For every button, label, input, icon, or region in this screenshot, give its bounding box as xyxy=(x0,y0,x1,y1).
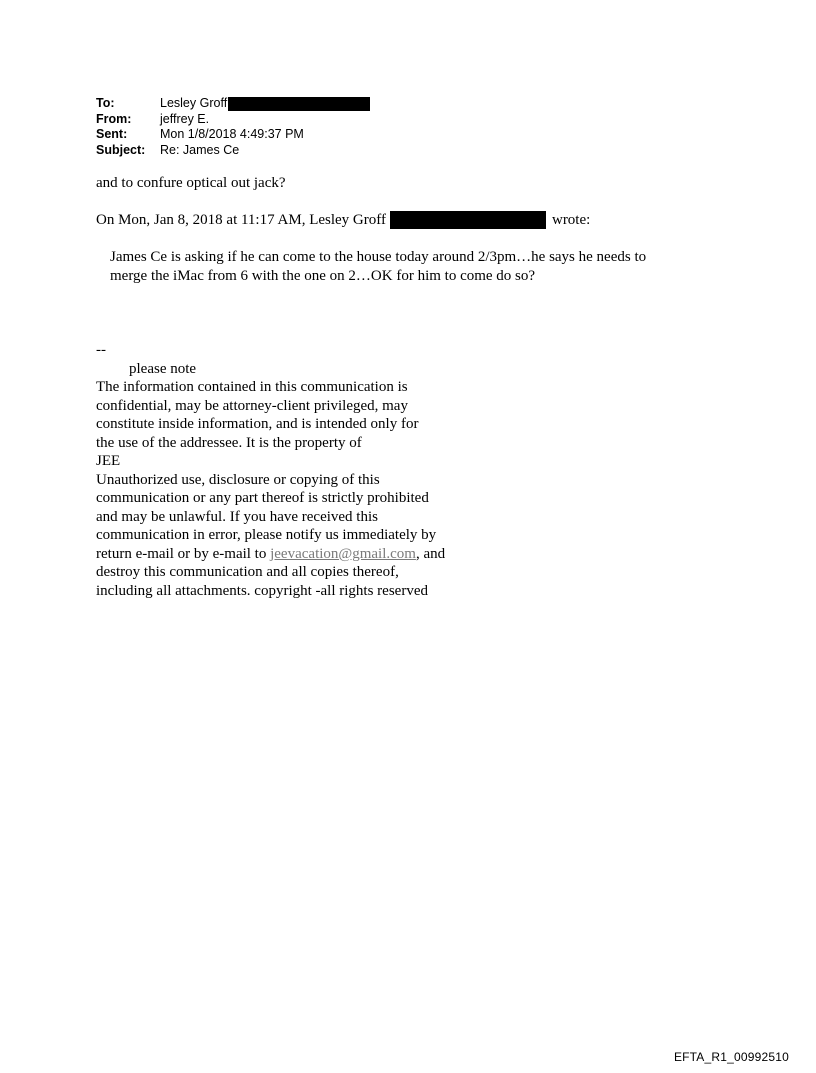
sent-label: Sent: xyxy=(96,127,128,141)
signature-disclaimer xyxy=(96,341,516,600)
to-label: To: xyxy=(96,96,115,110)
email-header xyxy=(96,96,370,158)
disclaimer-line: constitute inside information, and is intended only for xyxy=(96,416,419,432)
signature-separator: -- xyxy=(96,342,106,358)
document-id: EFTA_R1_00992510 xyxy=(673,1050,789,1064)
quote-intro-text: On Mon, Jan 8, 2018 at 11:17 AM, Lesley Groff xyxy=(96,212,386,228)
redaction-block xyxy=(390,211,546,229)
email-suffix: , and xyxy=(415,545,446,562)
disclaimer-line: including all attachments. copyright -all rights reserved xyxy=(96,582,428,599)
subject-value: Re: James Ce xyxy=(160,142,240,157)
from-label: From: xyxy=(96,111,132,126)
quoted-line: merge the iMac from 6 with the one on 2…OK for him to come do so? xyxy=(110,267,536,284)
sent-row xyxy=(96,127,370,143)
quote-intro-wrote: wrote: xyxy=(551,212,591,228)
to-value xyxy=(160,96,370,112)
reply-text: and to confure optical out jack? xyxy=(96,175,286,191)
disclaimer-line: the use of the addressee. It is the property of xyxy=(96,434,362,451)
disclaimer-line: and may be unlawful. If you have received this xyxy=(96,508,378,525)
subject-row xyxy=(96,143,370,159)
sent-value: Mon 1/8/2018 4:49:37 PM xyxy=(160,127,304,141)
to-row xyxy=(96,96,370,112)
from-value: jeffrey E. xyxy=(160,111,210,126)
from-row xyxy=(96,112,370,128)
disclaimer-line: destroy this communication and all copies thereof, xyxy=(96,564,399,580)
quoted-line: James Ce is asking if he can come to the house today around 2/3pm…he says he needs to xyxy=(110,249,647,265)
disclaimer-line: confidential, may be attorney-client privileged, may xyxy=(96,397,408,414)
quote-intro xyxy=(96,211,590,230)
disclaimer-line: The information contained in this communication is xyxy=(96,379,408,395)
signature-note: please note xyxy=(129,360,197,377)
disclaimer-line: JEE xyxy=(96,453,121,469)
disclaimer-line: communication or any part thereof is strictly prohibited xyxy=(96,490,429,506)
redaction-block xyxy=(228,97,370,111)
to-name: Lesley Groff xyxy=(160,96,228,110)
disclaimer-email-line xyxy=(96,545,516,564)
email-link[interactable]: jeevacation@gmail.com xyxy=(270,545,416,562)
disclaimer-line: communication in error, please notify us immediately by xyxy=(96,527,437,543)
quoted-message xyxy=(110,248,710,285)
subject-label: Subject: xyxy=(96,142,146,157)
disclaimer-line: Unauthorized use, disclosure or copying of this xyxy=(96,471,380,488)
email-prefix: return e-mail or by e-mail to xyxy=(96,545,271,562)
